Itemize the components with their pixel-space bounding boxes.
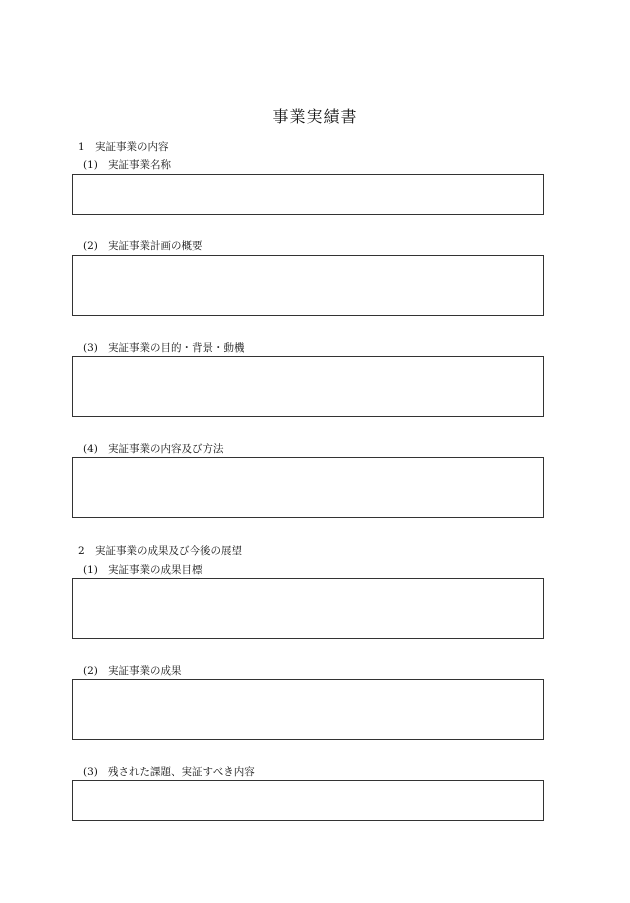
section-1-number: 1 [78, 141, 85, 153]
page-title: 事業実績書 [272, 107, 358, 126]
outcome-target-field[interactable] [72, 578, 544, 639]
outcome-field[interactable] [72, 679, 544, 740]
item-1-4-label [83, 441, 224, 456]
item-1-3-number: (3) [83, 342, 98, 354]
item-1-2-number: (2) [83, 240, 98, 252]
item-2-1-text: 実証事業の成果目標 [108, 564, 203, 576]
project-plan-summary-field[interactable] [72, 255, 544, 316]
project-purpose-field[interactable] [72, 356, 544, 417]
item-2-2-number: (2) [83, 665, 98, 677]
item-2-3-number: (3) [83, 766, 98, 778]
project-method-field[interactable] [72, 457, 544, 518]
item-1-1-number: (1) [83, 159, 98, 171]
item-1-1-label [83, 157, 171, 172]
item-1-4-number: (4) [83, 443, 98, 455]
item-2-3-text: 残された課題、実証すべき内容 [108, 766, 255, 778]
section-2-title: 実証事業の成果及び今後の展望 [95, 545, 242, 557]
item-1-3-text: 実証事業の目的・背景・動機 [108, 342, 245, 354]
item-2-2-text: 実証事業の成果 [108, 665, 182, 677]
item-2-3-label [83, 764, 255, 779]
section-1-heading [78, 139, 169, 154]
item-1-2-text: 実証事業計画の概要 [108, 240, 203, 252]
item-2-2-label [83, 663, 182, 678]
section-1-title: 実証事業の内容 [95, 141, 169, 153]
remaining-issues-field[interactable] [72, 780, 544, 821]
item-1-4-text: 実証事業の内容及び方法 [108, 443, 224, 455]
item-1-1-text: 実証事業名称 [108, 159, 171, 171]
item-2-1-label [83, 562, 203, 577]
section-2-number: 2 [78, 545, 85, 557]
item-1-3-label [83, 340, 245, 355]
project-name-field[interactable] [72, 174, 544, 215]
item-2-1-number: (1) [83, 564, 98, 576]
section-2-heading [78, 543, 242, 558]
item-1-2-label [83, 238, 203, 253]
